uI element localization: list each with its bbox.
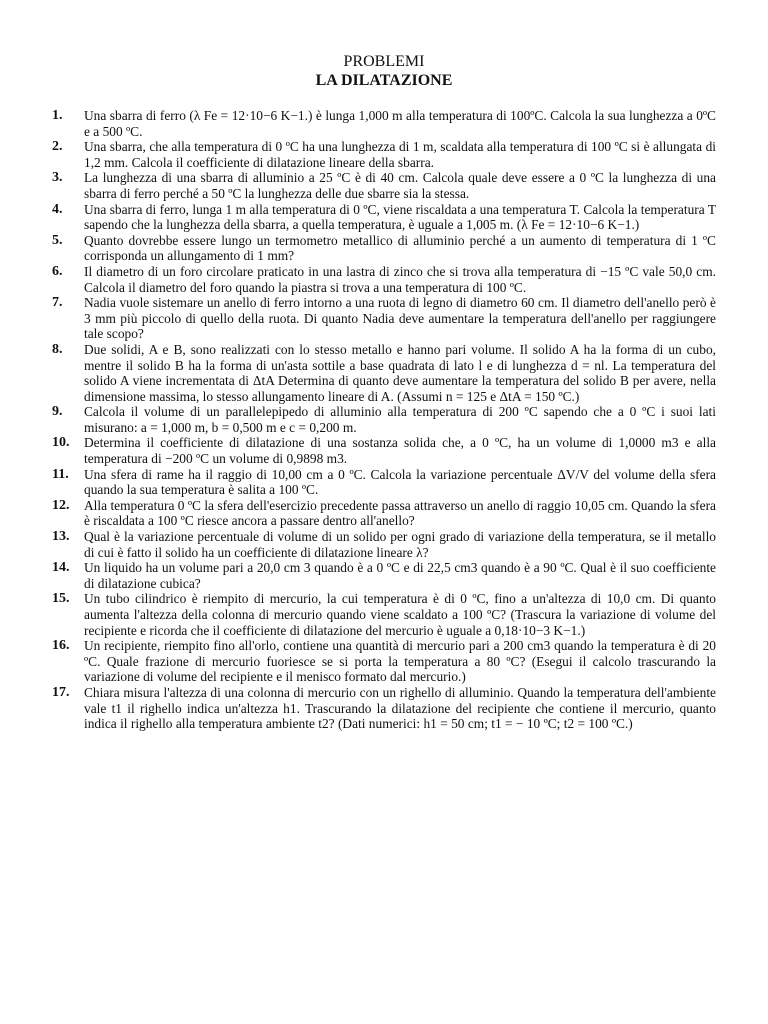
problem-number: 17. xyxy=(52,684,70,700)
problem-text: Alla temperatura 0 ºC la sfera dell'esercizio precedente passa attraverso un anello di raggio 10,05 cm. Quando la sfera è riscaldata a 100 ºC riesce ancora a passare dentro all'anello? xyxy=(84,497,716,529)
problem-text: Una sbarra, che alla temperatura di 0 ºC ha una lunghezza di 1 m, scaldata alla temperatura di 100 ºC si è allungata di 1,2 mm. Calcola il coefficiente di dilatazione lineare della sbarra. xyxy=(84,139,716,170)
problem-number: 11. xyxy=(52,466,69,482)
problem-item xyxy=(52,139,716,170)
problem-number: 3. xyxy=(52,170,63,186)
problem-number: 4. xyxy=(52,201,63,217)
problem-item xyxy=(52,170,716,201)
problem-number: 8. xyxy=(52,341,63,357)
problem-list xyxy=(52,108,716,732)
problem-item xyxy=(52,529,716,560)
problem-text: Due solidi, A e B, sono realizzati con lo stesso metallo e hanno pari volume. Il solido A ha la forma di un cubo, mentre il solido B ha la forma di un'asta sottile a base quadrata di lato l e di lunghezza d = nl. La temperatura del solido A viene incrementata di ΔtA Determina di quanto deve aumentare la temperatura del solido B per avere, nella dimensione massima, lo stesso allungamento lineare di A. (Assumi n = 125 e ΔtA = 150 ºC.) xyxy=(84,341,716,404)
problem-number: 16. xyxy=(52,638,70,654)
problem-text: La lunghezza di una sbarra di alluminio a 25 ºC è di 40 cm. Calcola quale deve essere a 0 ºC la lunghezza di una sbarra di ferro perché a 50 ºC la lunghezza delle due sbarre sia la stessa. xyxy=(84,170,716,201)
problem-number: 5. xyxy=(52,232,63,248)
problem-number: 14. xyxy=(52,560,70,576)
problem-text: Una sfera di rame ha il raggio di 10,00 cm a 0 ºC. Calcola la variazione percentuale ΔV/V del volume della sfera quando la sua temperatura è salita a 100 ºC. xyxy=(84,466,716,498)
problem-item xyxy=(52,685,716,732)
problem-number: 6. xyxy=(52,263,63,279)
problem-item xyxy=(52,264,716,295)
problem-text: Un tubo cilindrico è riempito di mercurio, la cui temperatura è di 0 ºC, fino a un'altezza di 10,0 cm. Di quanto aumenta l'altezza della colonna di mercurio quando viene scaldato a 100 ºC? (Trascura la variazione di volume del recipiente e ricorda che il coefficiente di dilatazione del mercurio è uguale a 0,18·10−3 K−1.) xyxy=(84,591,716,638)
problem-text: Chiara misura l'altezza di una colonna di mercurio con un righello di alluminio. Quando la temperatura dell'ambiente vale t1 il righello indica un'altezza h1. Trascurando la dilatazione del recipiente che contiene il mercurio, quanto indica il righello alla temperatura ambiente t2? (Dati numerici: h1 = 50 cm; t1 = − 10 ºC; t2 = 100 ºC.) xyxy=(84,684,716,732)
problem-item xyxy=(52,295,716,342)
problem-item xyxy=(52,202,716,233)
problem-number: 13. xyxy=(52,529,70,545)
problem-number: 12. xyxy=(52,497,70,513)
problem-item xyxy=(52,560,716,591)
problem-text: Una sbarra di ferro (λ Fe = 12·10−6 K−1.) è lunga 1,000 m alla temperatura di 100ºC. Calcola la sua lunghezza a 0ºC e a 500 ºC. xyxy=(84,108,716,139)
problem-item xyxy=(52,467,716,498)
problem-text: Nadia vuole sistemare un anello di ferro intorno a una ruota di legno di diametro 60 cm. Il diametro dell'anello però è 3 mm più piccolo di quello della ruota. Di quanto Nadia deve aumentare la temperatura dell'anello per raggiungere tale scopo? xyxy=(84,295,716,342)
problem-text: Il diametro di un foro circolare praticato in una lastra di zinco che si trova alla temperatura di −15 ºC vale 50,0 cm. Calcola il diametro del foro quando la piastra si trova a una temperatura di 100 ºC. xyxy=(84,263,716,295)
problem-text: Un liquido ha un volume pari a 20,0 cm 3 quando è a 0 ºC e di 22,5 cm3 quando è a 90 ºC. Qual è il suo coefficiente di dilatazione cubica? xyxy=(84,560,716,591)
problem-item xyxy=(52,638,716,685)
problem-text: Un recipiente, riempito fino all'orlo, contiene una quantità di mercurio pari a 200 cm3 quando la temperatura è di 20 ºC. Quale frazione di mercurio fuoriesce se si porta la temperatura a 80 ºC? (Esegui il calcolo trascurando la variazione di volume del recipiente e il menisco formato dal mercurio.) xyxy=(84,638,716,685)
problem-number: 9. xyxy=(52,404,63,420)
page-subtitle: LA DILATAZIONE xyxy=(315,72,453,89)
problem-item xyxy=(52,591,716,638)
problem-number: 7. xyxy=(52,295,63,311)
problem-text: Qual è la variazione percentuale di volume di un solido per ogni grado di variazione della temperatura, se il metallo di cui è fatto il solido ha un coefficiente di dilatazione lineare λ? xyxy=(84,529,716,560)
problem-text: Quanto dovrebbe essere lungo un termometro metallico di alluminio perché a un aumento di temperatura di 1 ºC corrisponda un allungamento di 1 mm? xyxy=(84,232,716,264)
problem-text: Calcola il volume di un parallelepipedo di alluminio alla temperatura di 200 ºC sapendo che a 0 ºC i suoi lati misurano: a = 1,000 m, b = 0,500 m e c = 0,200 m. xyxy=(84,404,716,435)
problem-number: 1. xyxy=(52,108,63,123)
problem-item xyxy=(52,233,716,264)
problem-text: Determina il coefficiente di dilatazione di una sostanza solida che, a 0 ºC, ha un volume di 1,0000 m3 e alla temperatura di −200 ºC un volume di 0,9898 m3. xyxy=(84,435,716,467)
problem-text: Una sbarra di ferro, lunga 1 m alla temperatura di 0 ºC, viene riscaldata a una temperatura T. Calcola la temperatura T sapendo che la lunghezza della sbarra, a quella temperatura, è uguale a 1,005 m. (λ Fe = 12·10−6 K−1.) xyxy=(84,201,716,233)
problem-number: 2. xyxy=(52,139,63,155)
problem-item xyxy=(52,435,716,466)
problem-item xyxy=(52,108,716,139)
problem-item xyxy=(52,342,716,404)
page-title: PROBLEMI xyxy=(343,53,425,70)
problem-item xyxy=(52,498,716,529)
problem-item xyxy=(52,404,716,435)
problem-number: 15. xyxy=(52,591,70,607)
problem-number: 10. xyxy=(52,435,70,451)
